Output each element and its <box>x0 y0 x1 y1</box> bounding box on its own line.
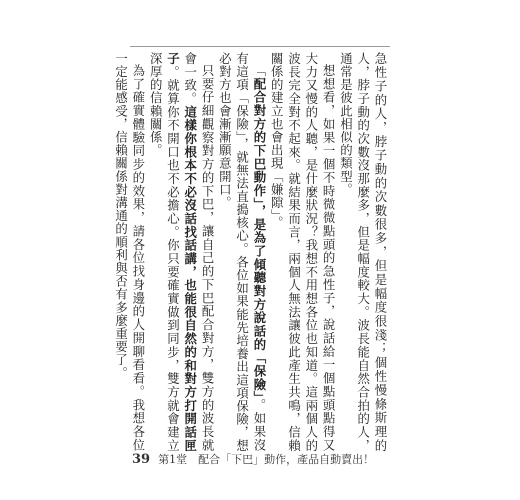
vertical-text-body <box>113 52 389 452</box>
paragraph-4-lead: 只要仔細觀察對方的下巴，讓自己的下巴配合對方，雙方的波長就會一致。 <box>182 52 216 452</box>
page-number: 39 <box>132 452 151 467</box>
paragraph-3-open-quote: 「 <box>251 64 267 78</box>
paragraph-1: 急性子的人，脖子動的次數很多，但是幅度很淺；個性慢條斯理的人，脖子動的次數沒那麼多，但是幅度較大。波長能自然合拍的人，通常是彼此相似的類型。 <box>338 52 388 452</box>
chapter-title: 第1堂 配合「下巴」動作，產品自動賣出！ <box>158 453 375 466</box>
paragraph-4-rest: 。就算你不開口也不必擔心。你只要確實做到同步，雙方就會建立深厚的信賴關係。 <box>148 52 181 452</box>
paragraph-3-rest: 。如果沒有這項「保險」，就無法直搗核心。各位如果能先培養出這項保險，想必對方也會漸漸願意開口。 <box>217 52 267 452</box>
page-footer <box>132 451 374 467</box>
paragraph-4-bold: 這樣你根本不必沒話找話講，也能很自然的和對方打開話匣子 <box>165 52 198 452</box>
paragraph-2: 想想看，如果一個不時微微點頭的急性子，說話給一個點頭點得又大力又慢的人聽，是什麼狀況？我想不用想各位也知道。這兩個人的波長完全對不起來。就結果而言，兩個人無法讓彼此產生共鳴，信賴關係的建立也會出現「嫌隙」。 <box>269 52 337 452</box>
paragraph-3-bold: 配合對方的下巴動作」，是為了傾聽對方說話的「保險」 <box>251 77 267 399</box>
paragraph-3 <box>216 52 268 452</box>
top-divider <box>130 46 390 47</box>
paragraph-5: 為了確實體驗同步的效果，請各位找身邊的人開聊看看。我想各位一定能感受，信賴關係對溝通的順利與否有多麼重要了。 <box>113 52 146 452</box>
paragraph-4 <box>147 52 216 452</box>
